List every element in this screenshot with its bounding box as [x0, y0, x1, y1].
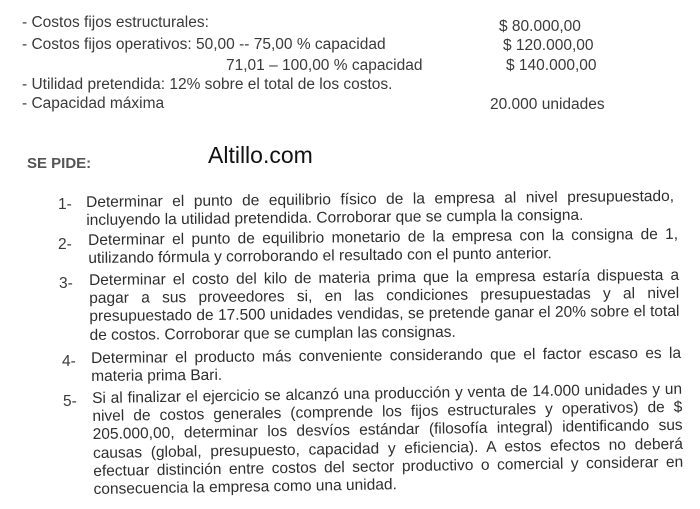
item-text: Si al finalizar el ejercicio se alcanzó una producción y venta de 14.000 unidades y un nivel de costos generales (comprende los fijos estructurales y operativos) de $ 205.000,00, determinar los desvíos estándar (filosofía integral) identificando sus causas (global, presupuesto, capacidad y eficiencia). A estos efectos no deberá efectuar distinción entre costos del sector productivo o comercial y considerar en consecuencia la empresa como una unidad.: [92, 380, 684, 499]
item-text: Determinar el punto de equilibrio monetario de la empresa con la consigna de 1, utilizando fórmula y corroborando el resultado con el punto anterior.: [88, 225, 679, 268]
item-text: Determinar el costo del kilo de materia prima que la empresa estaría dispuesta a pagar a sus proveedores si, en las condiciones presupuestadas y al nivel presupuestado de 17.500 unidades vendidas, se pretende ganar el 20% sobre el total de costos. Corroborar que se cumplan las consignas.: [89, 266, 680, 344]
cost-value-3: $ 140.000,00: [506, 57, 597, 74]
item-number: 2-: [58, 236, 72, 253]
cost-value-1: $ 80.000,00: [499, 18, 581, 35]
cost-line-1: - Costos fijos estructurales:: [22, 14, 209, 31]
cost-line-4: - Utilidad pretendida: 12% sobre el total de los costos.: [22, 76, 393, 93]
cost-value-2: $ 120.000,00: [503, 37, 594, 54]
item-number: 3-: [59, 275, 73, 292]
item-text: Determinar el punto de equilibrio físico de la empresa al nivel presupuestado, incluyendo la utilidad pretendida. Corroborar que se cumpla la consigna.: [86, 187, 675, 230]
cost-line-2: - Costos fijos operativos: 50,00 -- 75,00 % capacidad: [22, 36, 386, 53]
item-number: 5-: [63, 393, 77, 410]
item-number: 1-: [58, 196, 72, 213]
cost-line-5: - Capacidad máxima: [22, 95, 165, 112]
item-number: 4-: [62, 353, 76, 370]
item-text: Determinar el producto más conveniente considerando que el factor escaso es la materia prima Bari.: [91, 344, 682, 386]
cost-line-3: 71,01 – 100,00 % capacidad: [226, 57, 423, 74]
section-title: SE PIDE:: [27, 155, 92, 172]
watermark: Altillo.com: [208, 142, 313, 168]
cost-value-5: 20.000 unidades: [490, 96, 605, 113]
